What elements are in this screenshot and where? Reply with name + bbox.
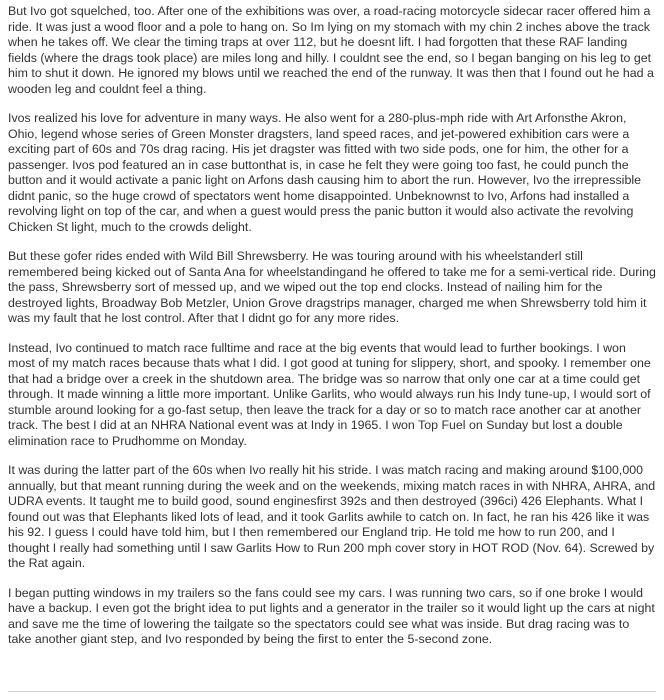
article-paragraph-3: But these gofer rides ended with Wild Bill Shrewsberry. He was touring around with his wheelstanderl still remembered being kicked out of Santa Ana for wheelstandingand he offered to take me for a semi-vertical ride. During the pass, Shrewsberry sort of messed up, and we wiped out the top end clocks. Instead of nailing him for the destroyed lights, Broadway Bob Metzler, Union Grove dragstrips manager, charged me when Shrewsberry told him it was my fault that he lost control. After that I didnt go for any more rides. <box>8 249 656 325</box>
article-paragraph-4: Instead, Ivo continued to match race fulltime and race at the big events that would lead to further bookings. I won most of my match races because thats what I did. I got good at tuning for slippery, short, and spooky. I remember one that had a bridge over a creek in the shutdown area. The bridge was so narrow that only one car at a time could get through. It made winning a little more important. Unlike Garlits, who would always run his Indy tune-up, I would sort of stumble around looking for a go-fast setup, then leave the track for a day or so to match race another car at another track. The best I did at an NHRA National event was at Indy in 1965. I won Top Fuel on Sunday but lost a double elimination race to Prudhomme on Monday. <box>8 340 651 448</box>
article-paragraph-6: I began putting windows in my trailers so the fans could see my cars. I was running two cars, so if one broke I would have a backup. I even got the bright idea to put lights and a generator in the trailer so it would light up the cars at night and save me the time of lowering the tailgate so the spectators could see what was inside. But drag racing was to take another giant step, and Ivo responded by being the first to enter the 5-second zone. <box>8 585 655 646</box>
article-body <box>8 4 656 662</box>
article-paragraph-5: It was during the latter part of the 60s when Ivo really hit his stride. I was match racing and making around $100,000 annually, but that meant running during the week and on the weekends, mixing match races in with NHRA, AHRA, and UDRA events. It taught me to build good, sound enginesfirst 392s and then destroyed (396ci) 426 Elephants. What I found out was that Elephants liked lots of lead, and it took Garlits awhile to catch on. In fact, he ran his 426 like it was his 92. I guess I could have told him, but I then remembered our England trip. He told me how to run 200, and I thought I really had something until I saw Garlits How to Run 200 mph cover story in HOT ROD (Nov. 64). Screwed by the Rat again. <box>8 463 656 570</box>
article-paragraph-1: But Ivo got squelched, too. After one of the exhibitions was over, a road-racing motorcycle sidecar racer offered him a ride. It was just a wood floor and a pole to hang on. So Im lying on my stomach with my chin 2 inches above the track when he takes off. We clear the timing traps at over 112, but he doesnt lift. I had forgotten that these RAF landing fields (where the drags took place) are miles long and hilly. I couldnt see the end, so I began banging on his leg to get him to shut it down. He ignored my blows until we reached the end of the runway. It was then that I found out he had a wooden leg and couldnt feel a thing. <box>8 4 654 96</box>
bottom-divider <box>8 691 656 692</box>
article-paragraph-2: Ivos realized his love for adventure in many ways. He also went for a 280-plus-mph ride with Art Arfonsthe Akron, Ohio, legend whose series of Green Monster dragsters, land speed races, and jet-powered exhibition cars were a exciting part of 60s and 70s drag racing. His jet dragster was fitted with two side pods, one for him, the other for a passenger. Ivos pod featured an in case buttonthat is, in case he felt they were going too fast, he could punch the button and it would activate a panic light on Arfons dash causing him to abort the run. However, Ivo the irrepressible didnt panic, so the huge crowd of spectators went home disappointed. Unbeknownst to Ivo, Arfons had installed a revolving light on top of the car, and when a guest would press the panic button it would also activate the revolving Chicken St light, much to the crowds delight. <box>8 111 641 234</box>
